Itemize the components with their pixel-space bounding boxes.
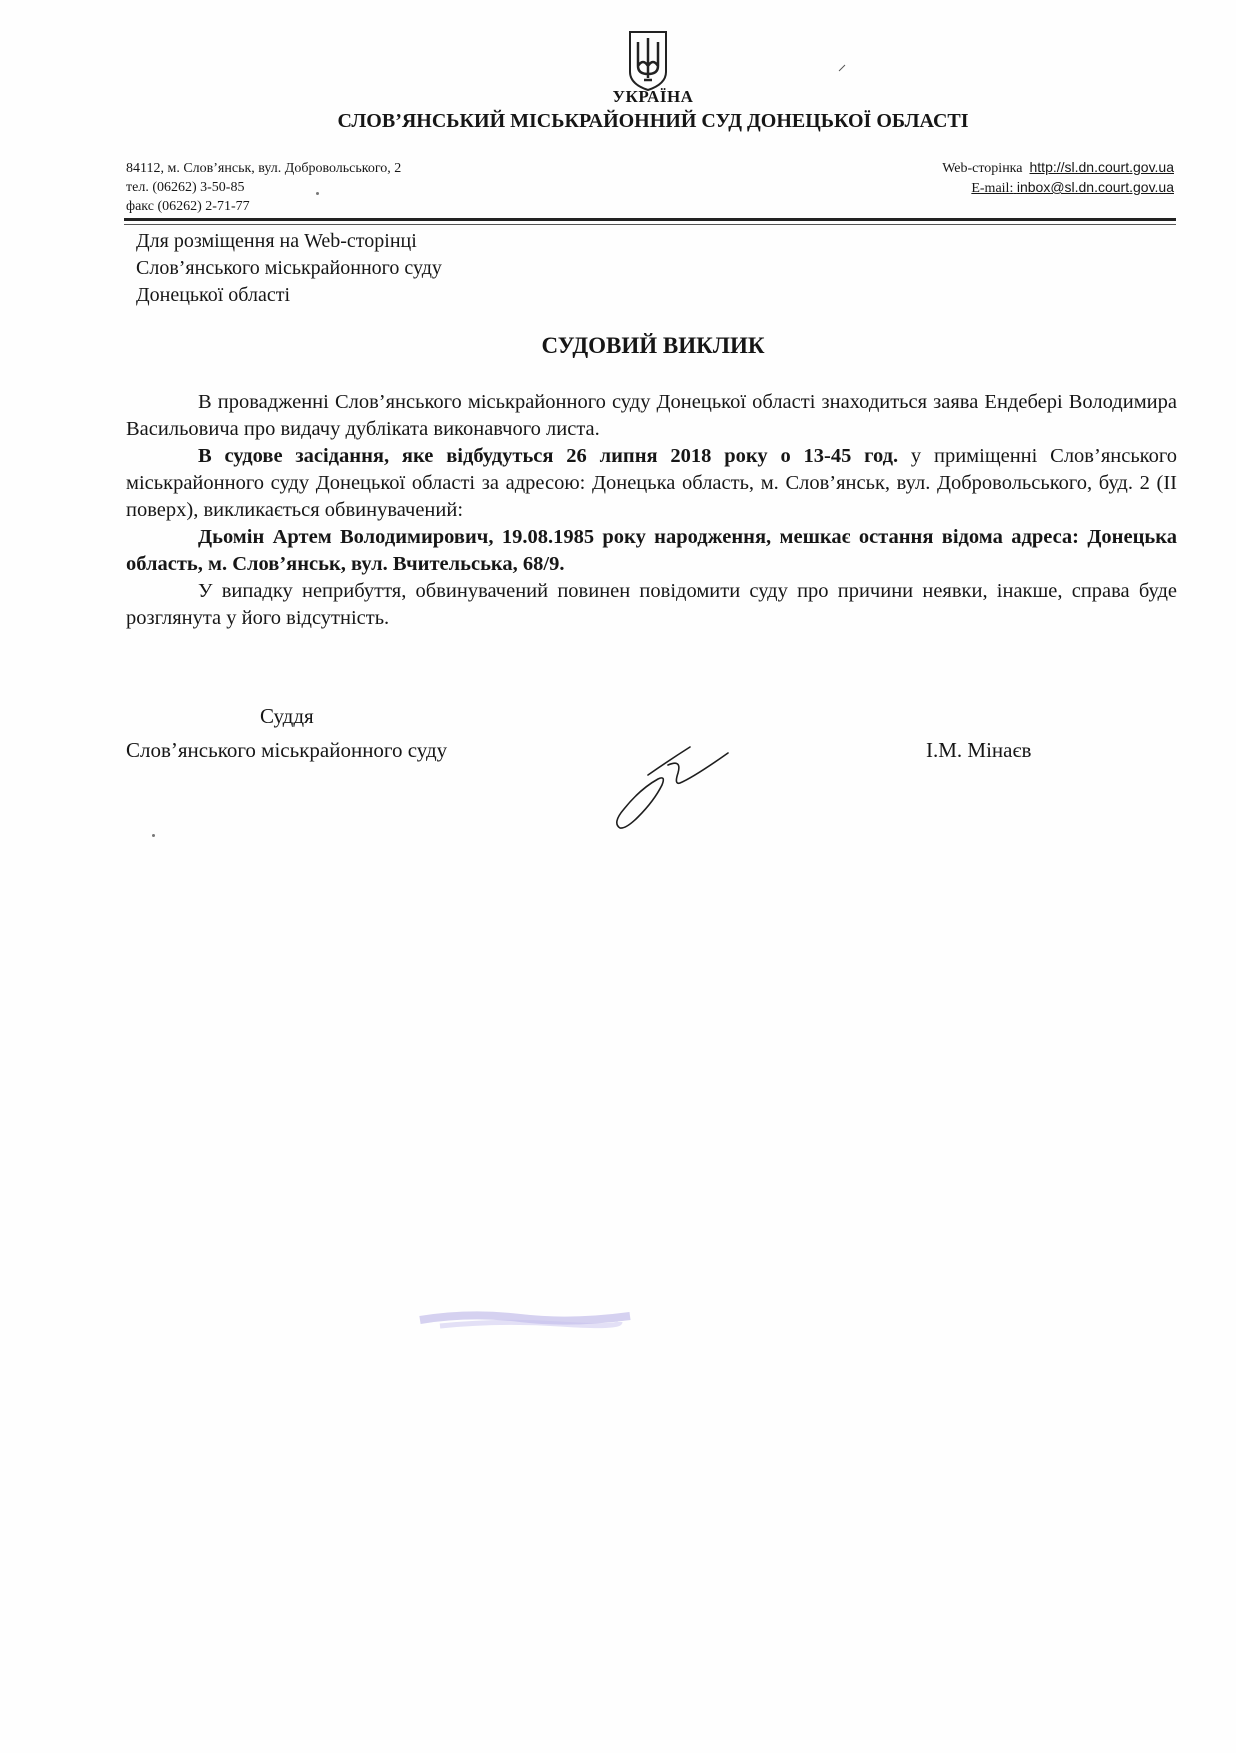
scan-dot <box>316 192 319 195</box>
document-body <box>126 389 1177 632</box>
court-contacts <box>942 158 1174 198</box>
paragraph-case: В провадженні Слов’янського міськрайонного суду Донецької області знаходиться заява Ендебері Володимира Васильовича про видачу дубліката виконавчого листа. <box>126 391 1177 440</box>
paragraph-warning: У випадку неприбуття, обвинувачений повинен повідомити суду про причини неявки, інакше, справа буде розглянута у його відсутність. <box>126 580 1177 629</box>
scan-mark-icon <box>838 64 846 72</box>
scan-dot <box>152 834 155 837</box>
placement-line: Донецької області <box>136 284 291 306</box>
placement-line: Для розміщення на Web-сторінці <box>136 230 417 252</box>
faded-stamp-icon <box>410 1298 640 1338</box>
web-line <box>942 158 1174 178</box>
email-link[interactable]: inbox@sl.dn.court.gov.ua <box>1016 179 1174 195</box>
header-divider-thick <box>124 218 1176 221</box>
judge-name: І.М. Мінаєв <box>926 738 1032 762</box>
court-name: СЛОВ’ЯНСЬКИЙ МІСЬКРАЙОННИЙ СУД ДОНЕЦЬКОЇ ОБЛАСТІ <box>337 110 969 132</box>
email-label: E-mail: <box>971 181 1014 196</box>
placement-line: Слов’янського міськрайонного суду <box>136 257 442 279</box>
trident-emblem-icon <box>626 28 670 92</box>
hearing-details: у приміщенні Слов’янського міськрайонного суду Донецької області за адресою: Донецька область, м. Слов’янськ, вул. Добровольського, буд. 2 (ІІ поверх), викликається обвинувачений: <box>126 445 1177 521</box>
judge-role: Суддя <box>260 704 314 728</box>
header-divider-thin <box>124 224 1176 225</box>
court-phone: тел. (06262) 3-50-85 <box>126 180 245 195</box>
handwritten-signature-icon <box>610 735 740 835</box>
paragraph-defendant <box>126 524 1177 578</box>
country-name: УКРАЇНА <box>612 87 694 106</box>
judge-court: Слов’янського міськрайонного суду <box>126 738 448 762</box>
court-address: 84112, м. Слов’янськ, вул. Добровольського, 2 <box>126 161 402 176</box>
hearing-date: В судове засідання, яке відбудуться 26 липня 2018 року о 13-45 год. <box>198 445 899 467</box>
document-title: СУДОВИЙ ВИКЛИК <box>541 333 765 358</box>
web-label: Web-сторінка <box>942 161 1023 176</box>
placement-note <box>136 228 442 309</box>
email-line <box>942 178 1174 198</box>
defendant-info: Дьомін Артем Володимирович, 19.08.1985 року народження, мешкає остання відома адреса: Донецька область, м. Слов’янськ, вул. Вчительська, 68/9. <box>126 526 1177 575</box>
paragraph-hearing <box>126 443 1177 524</box>
web-link[interactable]: http://sl.dn.court.gov.ua <box>1029 159 1174 175</box>
court-fax: факс (06262) 2-71-77 <box>126 199 250 214</box>
